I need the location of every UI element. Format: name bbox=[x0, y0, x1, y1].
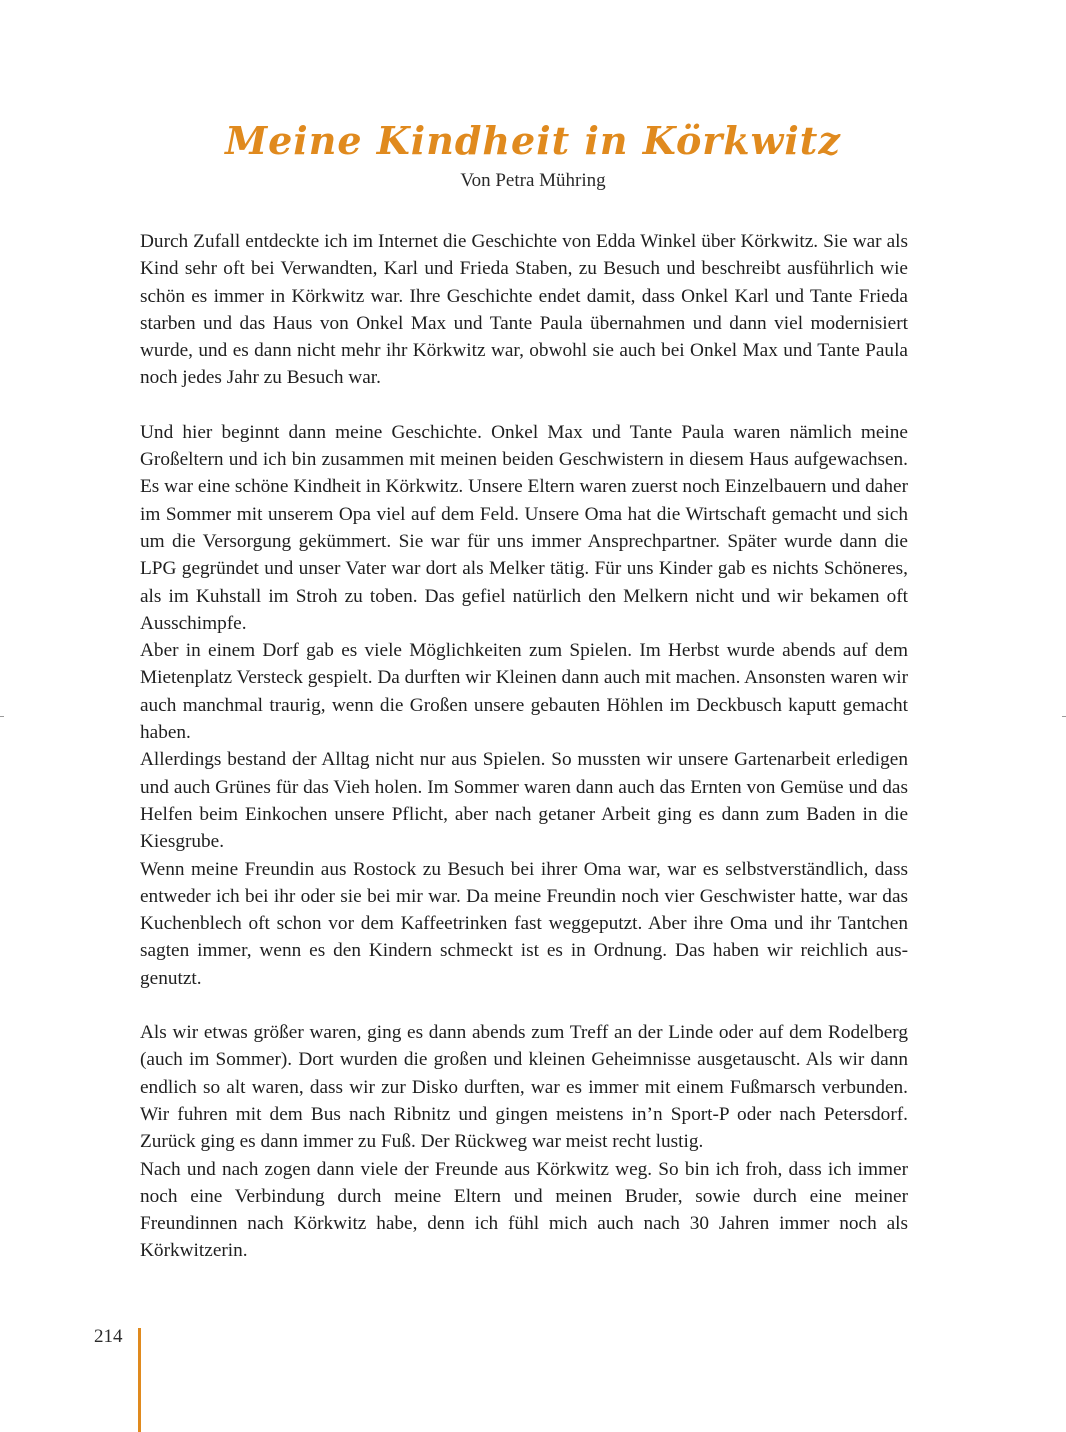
article-title: Meine Kindheit in Körkwitz bbox=[225, 118, 841, 163]
article-body bbox=[140, 228, 908, 1265]
crop-mark-left bbox=[0, 716, 4, 717]
paragraph: Allerdings bestand der Alltag nicht nur aus Spielen. So mussten wir unsere Gartenarbeit erledigen und auch Grünes für das Vieh holen. Im Sommer waren dann auch das Ernten von Gemüse und das Helfen beim Einkochen unsere Pflicht, aber nach getaner Arbeit ging es dann zum Baden in die Kiesgrube. bbox=[140, 749, 908, 853]
crop-mark-right bbox=[1062, 716, 1066, 717]
page-number: 214 bbox=[94, 1326, 123, 1347]
paragraph: Als wir etwas größer waren, ging es dann abends zum Treff an der Linde oder auf dem Rodelberg (auch im Sommer). Dort wurden die großen und kleinen Geheimnisse ausgetauscht. Als wir dann endlich so alt waren, dass wir zur Disko durften, war es immer mit einem Fußmarsch verbunden. Wir fuhren mit dem Bus nach Ribnitz und gingen meistens in’n Sport-P oder nach Petersdorf. Zurück ging es dann immer zu Fuß. Der Rückweg war meist recht lustig. bbox=[140, 1022, 908, 1153]
paragraph: Aber in einem Dorf gab es viele Möglichkeiten zum Spielen. Im Herbst wurde abends auf dem Mietenplatz Versteck gespielt. Da durften wir Kleinen dann auch mit machen. Ansonsten waren wir auch manchmal traurig, wenn die Großen unsere gebauten Höhlen im Deckbusch kaputt gemacht haben. bbox=[140, 640, 908, 744]
paragraph: Und hier beginnt dann meine Geschichte. Onkel Max und Tante Paula waren nämlich meine Großeltern und ich bin zusammen mit meinen beiden Geschwistern in diesem Haus aufgewachsen. Es war eine schöne Kindheit in Körkwitz. Unsere Eltern waren zuerst noch Einzelbauern und daher im Sommer mit unserem Opa viel auf dem Feld. Unsere Oma hat die Wirtschaft gemacht und sich um die Versorgung gekümmert. Sie war für uns immer Ansprechpartner. Später wurde dann die LPG gegründet und unser Vater war dort als Melker tätig. Für uns Kinder gab es nichts Schöneres, als im Kuhstall im Stroh zu toben. Das gefiel natürlich den Melkern nicht und wir bekamen oft Ausschimpfe. bbox=[140, 421, 908, 634]
paragraph: Durch Zufall entdeckte ich im Internet die Geschichte von Edda Winkel über Körkwitz. Sie war als Kind sehr oft bei Verwandten, Karl und Frieda Staben, zu Besuch und beschreibt ausführlich wie schön es immer in Körkwitz war. Ihre Geschichte endet damit, dass Onkel Karl und Tante Frieda starben und das Haus von Onkel Max und Tante Paula übernahmen und dann viel modernisiert wurde, und es dann nicht mehr ihr Körkwitz war, obwohl sie auch bei Onkel Max und Tante Paula noch jedes Jahr zu Besuch war. bbox=[140, 231, 908, 389]
page-accent-bar bbox=[138, 1328, 141, 1432]
paragraph: Wenn meine Freundin aus Rostock zu Besuch bei ihrer Oma war, war es selbstverständlich, dass entweder ich bei ihr oder sie bei mir war. Da meine Freundin noch vier Geschwister hatte, war das Kuchenblech oft schon vor dem Kaffeetrinken fast weggeputzt. Aber ihre Oma und ihr Tantchen sagten immer, wenn es den Kindern schmeckt ist es in Ordnung. Das haben wir reichlich ausgenutzt. bbox=[140, 858, 908, 989]
article-author: Von Petra Mühring bbox=[460, 170, 606, 191]
paragraph: Nach und nach zogen dann viele der Freunde aus Körkwitz weg. So bin ich froh, dass ich immer noch eine Verbindung durch meine Eltern und meinen Bruder, sowie durch eine meiner Freundinnen nach Körkwitz habe, denn ich fühl mich auch nach 30 Jahren immer noch als Körkwitzerin. bbox=[140, 1158, 908, 1262]
